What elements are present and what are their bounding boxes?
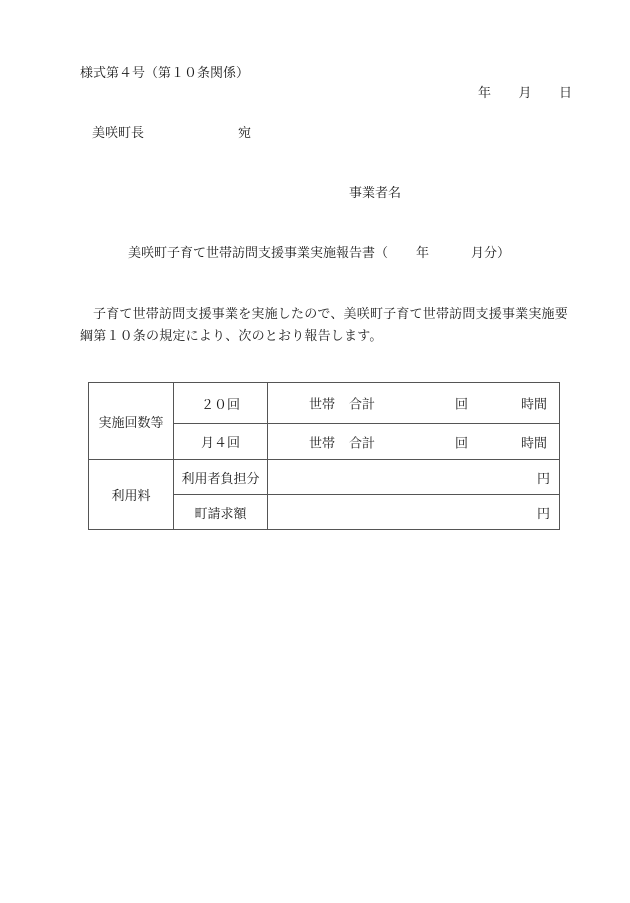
body-text: 子育て世帯訪問支援事業を実施したので、美咲町子育て世帯訪問支援事業実施要綱第１０条の規定により、次のとおり報告します。 [80, 307, 568, 344]
table-row [89, 383, 560, 424]
total-label: 合計 [349, 436, 376, 451]
user-share-yen: 円 [268, 460, 560, 495]
date-year-label: 年 [478, 86, 492, 101]
business-name-label: 事業者名 [349, 186, 402, 201]
row2-value-cell [268, 424, 560, 460]
report-title-year: 年 [416, 246, 430, 261]
table-row [89, 460, 560, 495]
total-label: 合計 [349, 397, 376, 413]
implementation-group-label: 実施回数等 [89, 383, 174, 460]
date-line [478, 86, 572, 102]
times-unit: 回 [455, 397, 469, 413]
report-table [88, 382, 560, 530]
row1-value-cell [268, 383, 560, 424]
household-label: 世帯 [309, 436, 336, 451]
report-title-month: 月分） [471, 246, 511, 261]
addressee-honorific: 宛 [238, 126, 252, 141]
date-month-label: 月 [518, 86, 532, 101]
date-day-label: 日 [558, 86, 572, 101]
row3-label: 利用者負担分 [174, 460, 268, 495]
hours-unit: 時間 [520, 397, 547, 413]
town-claim-yen: 円 [268, 495, 560, 530]
form-number: 様式第４号（第１０条関係） [80, 66, 250, 81]
row1-label: ２０回 [174, 383, 268, 424]
row2-label: 月４回 [174, 424, 268, 460]
report-title-main: 美咲町子育て世帯訪問支援事業実施報告書（ [128, 246, 389, 261]
row4-label: 町請求額 [174, 495, 268, 530]
report-title [128, 246, 510, 262]
addressee-name: 美咲町長 [92, 126, 145, 141]
household-label: 世帯 [309, 397, 336, 413]
times-unit: 回 [455, 436, 469, 451]
hours-unit: 時間 [520, 436, 547, 451]
fee-group-label: 利用料 [89, 460, 174, 530]
